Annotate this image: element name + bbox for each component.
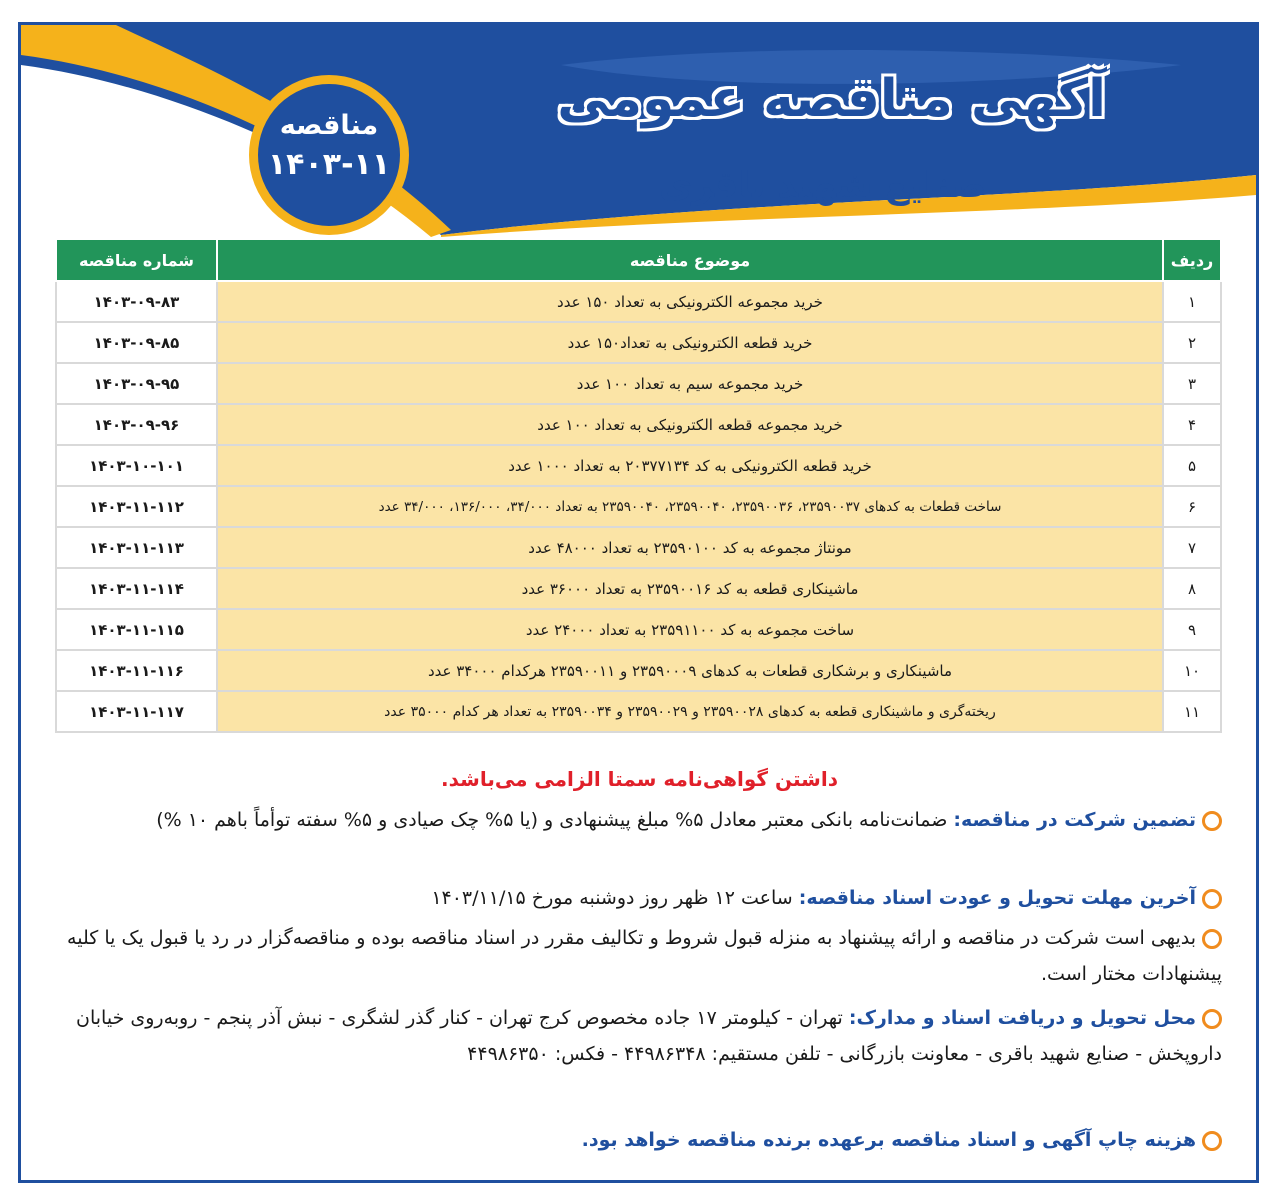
tender-number: ۱۴۰۳-۱۱-۱۱۷ [56, 691, 217, 732]
row-number: ۸ [1163, 568, 1221, 609]
row-number: ۵ [1163, 445, 1221, 486]
guarantee-paragraph [52, 802, 1222, 838]
deadline-label: آخرین مهلت تحویل و عودت اسناد مناقصه: [798, 887, 1196, 909]
tender-subject: مونتاژ مجموعه به کد ۲۳۵۹۰۱۰۰ به تعداد ۴۸۰۰۰ عدد [217, 527, 1163, 568]
row-number: ۶ [1163, 486, 1221, 527]
table-row [56, 650, 1221, 691]
conditions-paragraph [52, 920, 1222, 992]
conditions-text: بدیهی است شرکت در مناقصه و ارائه پیشنهاد به منزله قبول شروط و تکالیف مقرر در اسناد مناقصه بوده و مناقصه‌گزار در رد یا قبول یک یا کلیه پیشنهادات مختار است. [67, 927, 1222, 985]
tender-subject: خرید مجموعه قطعه الکترونیکی به تعداد ۱۰۰ عدد [217, 404, 1163, 445]
row-number: ۱ [1163, 281, 1221, 322]
table-row [56, 322, 1221, 363]
tender-subject: خرید مجموعه الکترونیکی به تعداد ۱۵۰ عدد [217, 281, 1163, 322]
col-subject-header: موضوع مناقصه [217, 239, 1163, 281]
row-number: ۳ [1163, 363, 1221, 404]
bullet-icon [1202, 929, 1222, 949]
tender-number: ۱۴۰۳-۱۰-۱۰۱ [56, 445, 217, 486]
tender-number: ۱۴۰۳-۰۹-۹۵ [56, 363, 217, 404]
bullet-icon [1202, 889, 1222, 909]
tender-subject: ماشینکاری و برشکاری قطعات به کدهای ۲۳۵۹۰۰۰۹ و ۲۳۵۹۰۰۱۱ هرکدام ۳۴۰۰۰ عدد [217, 650, 1163, 691]
bullet-icon [1202, 1009, 1222, 1029]
row-number: ۴ [1163, 404, 1221, 445]
tender-number: ۱۴۰۳-۱۱-۱۱۵ [56, 609, 217, 650]
table-row [56, 609, 1221, 650]
tender-number: ۱۴۰۳-۱۱-۱۱۴ [56, 568, 217, 609]
tender-subject: خرید قطعه الکترونیکی به تعداد۱۵۰ عدد [217, 322, 1163, 363]
table-row [56, 281, 1221, 322]
table-row [56, 363, 1221, 404]
header-banner [21, 25, 1256, 240]
ad-title: آگهی مناقصه عمومی [557, 69, 1106, 129]
bullet-icon [1202, 1131, 1222, 1151]
deadline-paragraph [52, 880, 1222, 916]
guarantee-label: تضمین شرکت در مناقصه: [953, 809, 1196, 831]
row-number: ۱۱ [1163, 691, 1221, 732]
tender-subject: خرید قطعه الکترونیکی به کد ۲۰۳۷۷۱۳۴ به تعداد ۱۰۰۰ عدد [217, 445, 1163, 486]
tenders-table [55, 238, 1222, 733]
tender-number: ۱۴۰۳-۰۹-۸۳ [56, 281, 217, 322]
tender-subject: ساخت مجموعه به کد ۲۳۵۹۱۱۰۰ به تعداد ۲۴۰۰۰ عدد [217, 609, 1163, 650]
location-text: تهران - کیلومتر ۱۷ جاده مخصوص کرج تهران - کنار گذر لشگری - نبش آذر پنجم - روبه‌روی خیابان داروپخش - صنایع شهید باقری - معاونت بازرگانی - تلفن مستقیم: ۴۴۹۸۶۳۴۸ - فکس: ۴۴۹۸۶۳۵۰ [76, 1007, 1222, 1065]
table-row [56, 568, 1221, 609]
cost-label: هزینه چاپ آگهی و اسناد مناقصه برعهده برنده مناقصه خواهد بود. [581, 1129, 1196, 1151]
badge-label: مناقصه [279, 110, 379, 141]
location-label: محل تحویل و دریافت اسناد و مدارک: [848, 1007, 1196, 1029]
table-row [56, 691, 1221, 732]
table-row [56, 404, 1221, 445]
tender-number: ۱۴۰۳-۰۹-۸۵ [56, 322, 217, 363]
row-number: ۹ [1163, 609, 1221, 650]
tender-badge [249, 75, 409, 235]
table-row [56, 486, 1221, 527]
table-header-row [56, 239, 1221, 281]
deadline-text: ساعت ۱۲ ظهر روز دوشنبه مورخ ۱۴۰۳/۱۱/۱۵ [431, 887, 799, 909]
row-number: ۷ [1163, 527, 1221, 568]
badge-number: ۱۴۰۳-۱۱ [267, 147, 391, 182]
table-row [56, 527, 1221, 568]
bullet-icon [1202, 811, 1222, 831]
guarantee-text: ضمانت‌نامه بانکی معتبر معادل ۵% مبلغ پیشنهادی و (یا ۵% چک صیادی و ۵% سفته توأماً باهم ۱۰ %) [156, 809, 954, 831]
cost-paragraph [52, 1122, 1222, 1158]
col-row-header: ردیف [1163, 239, 1221, 281]
tender-subject: ماشینکاری قطعه به کد ۲۳۵۹۰۰۱۶ به تعداد ۳۶۰۰۰ عدد [217, 568, 1163, 609]
table-row [56, 445, 1221, 486]
tender-subject: ریخته‌گری و ماشینکاری قطعه به کدهای ۲۳۵۹۰۰۲۸ و ۲۳۵۹۰۰۲۹ و ۲۳۵۹۰۰۳۴ به تعداد هر کدام ۳۵۰۰۰ عدد [217, 691, 1163, 732]
col-number-header: شماره مناقصه [56, 239, 217, 281]
tender-number: ۱۴۰۳-۱۱-۱۱۶ [56, 650, 217, 691]
tender-subject: ساخت قطعات به کدهای ۲۳۵۹۰۰۳۷، ۲۳۵۹۰۰۳۶، ۲۳۵۹۰۰۴۰، ۲۳۵۹۰۰۴۰ به تعداد ۳۴/۰۰۰، ۱۳۶/۰۰۰، ۳۴/۰۰۰ عدد [217, 486, 1163, 527]
company-name: صنایع شهید باقری [659, 165, 986, 206]
location-paragraph [52, 1000, 1222, 1072]
row-number: ۱۰ [1163, 650, 1221, 691]
tender-number: ۱۴۰۳-۱۱-۱۱۳ [56, 527, 217, 568]
row-number: ۲ [1163, 322, 1221, 363]
tender-number: ۱۴۰۳-۰۹-۹۶ [56, 404, 217, 445]
tender-subject: خرید مجموعه سیم به تعداد ۱۰۰ عدد [217, 363, 1163, 404]
certificate-requirement: داشتن گواهی‌نامه سمتا الزامی می‌باشد. [441, 767, 838, 791]
tender-number: ۱۴۰۳-۱۱-۱۱۲ [56, 486, 217, 527]
